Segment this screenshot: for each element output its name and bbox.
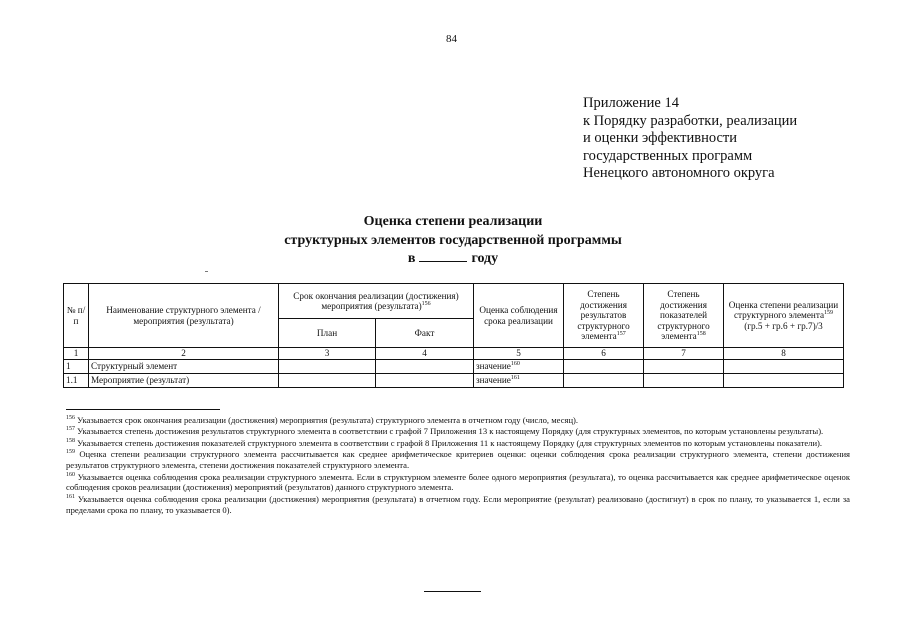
footnote-text: Указывается степень достижения показателей структурного элемента в соответствии с графой 8 Приложения 11 к настоящему Порядку (для структурных элементов по которым установлены показатели). (77, 437, 823, 448)
column-number: 5 (474, 348, 564, 360)
footnote-separator (66, 409, 220, 410)
footnote (66, 426, 850, 437)
footnote (66, 472, 850, 494)
row-fact-cell (376, 360, 474, 374)
year-blank-line (419, 250, 467, 262)
footnote (66, 415, 850, 426)
footnote-ref: 157 (616, 331, 626, 338)
footnote-marker: 161 (66, 493, 75, 500)
column-number: 3 (279, 348, 376, 360)
row-score-cell (724, 360, 844, 374)
header-deadline (279, 284, 474, 319)
row-plan-cell (279, 374, 376, 388)
footnote (66, 494, 850, 516)
column-number: 6 (564, 348, 644, 360)
header-element-name: Наименование структурного элемента / мероприятия (результата) (89, 284, 279, 348)
footnote-text: Указывается оценка соблюдения срока реализации структурного элемента. Если в структурном элементе более одного мероприятия (результата), то оценка рассчитывается как среднее арифметическое оценок соблюдения сроков реализации (достижения) мероприятий (результатов) данного структурного элемента. (66, 471, 850, 493)
row-results-cell (564, 374, 644, 388)
footnote-marker: 160 (66, 471, 75, 478)
column-number: 2 (89, 348, 279, 360)
header-score-text: Оценка степени реализации структурного элемента (728, 299, 839, 321)
header-deadline-text: Срок окончания реализации (достижения) мероприятия (результата) (293, 290, 459, 311)
row-compliance-value: значение (476, 361, 511, 372)
column-numbers-row (64, 348, 844, 360)
title-year-prefix: в (407, 251, 416, 266)
footnote-text: Указывается срок окончания реализации (достижения) мероприятия (результата) структурного элемента в отчетном году (число, месяц). (77, 415, 579, 425)
header-implementation-score (724, 284, 844, 348)
assessment-table (63, 283, 844, 388)
title-line-1: Оценка степени реализации (363, 214, 543, 229)
footnote-text: Оценка степени реализации структурного элемента рассчитывается как среднее арифметическое критериев оценки: оценки соблюдения срока реализации структурного элемента, степени достижения результатов структурного элемента, степени достижения показателей структурного элемента. (66, 449, 850, 471)
table-row (64, 374, 844, 388)
footnote-ref: 156 (421, 301, 431, 307)
row-number: 1.1 (64, 374, 89, 388)
appendix-line: государственных программ (583, 147, 753, 164)
header-results-achievement (564, 284, 644, 348)
row-indicators-cell (644, 360, 724, 374)
row-score-cell (724, 374, 844, 388)
document-title (0, 213, 906, 269)
footnote (66, 449, 850, 471)
bottom-separator (424, 591, 481, 592)
header-results-text: Степень достижения результатов структурного элемента (577, 289, 630, 342)
row-compliance-value: значение (476, 375, 511, 386)
row-element-name: Мероприятие (результат) (89, 374, 279, 388)
footnote-ref: 159 (824, 310, 834, 317)
footnote-text: Указывается степень достижения результатов структурного элемента в соответствии с графой 7 Приложения 13 к настоящему Порядку (для структурных элементов, по которым установлены результаты). (77, 426, 824, 437)
row-fact-cell (376, 374, 474, 388)
footnotes (66, 415, 850, 516)
title-line-3 (0, 250, 906, 269)
footnote-ref: 161 (510, 375, 520, 382)
column-number: 4 (376, 348, 474, 360)
header-fact: Факт (376, 319, 474, 348)
header-deadline-compliance: Оценка соблюдения срока реализации (474, 284, 564, 348)
appendix-line: Ненецкого автономного округа (583, 165, 775, 181)
footnote-marker: 159 (66, 449, 75, 456)
footnote-marker: 156 (66, 415, 75, 421)
footnote-text: Указывается оценка соблюдения срока реализации (достижения) мероприятия (результата) в отчетном году. Если мероприятие (результат) реализовано (достигнут) в срок по плану, то указывается 1, если за пределами срока по плану, то указывается 0). (66, 493, 850, 515)
header-indicators-achievement (644, 284, 724, 348)
column-number: 1 (64, 348, 89, 360)
title-year-suffix: году (471, 251, 499, 266)
appendix-reference (583, 95, 797, 183)
appendix-line: и оценки эффективности (583, 130, 737, 146)
footnote-marker: 158 (66, 437, 75, 444)
appendix-line: к Порядку разработки, реализации (583, 112, 798, 129)
footnote-marker: 157 (66, 426, 75, 433)
row-compliance-cell (474, 374, 564, 388)
footnote-ref: 160 (510, 361, 520, 368)
row-number: 1 (64, 360, 89, 374)
column-number: 7 (644, 348, 724, 360)
row-element-name: Структурный элемент (89, 360, 279, 374)
row-results-cell (564, 360, 644, 374)
header-plan: План (279, 319, 376, 348)
footnote-ref: 158 (696, 331, 706, 338)
header-indicators-text: Степень достижения показателей структурного элемента (657, 289, 710, 342)
header-number: № п/п (64, 284, 89, 348)
scan-speck (205, 271, 208, 272)
header-score-formula: (гр.5 + гр.6 + гр.7)/3 (744, 320, 823, 331)
row-plan-cell (279, 360, 376, 374)
column-number: 8 (724, 348, 844, 360)
page-number: 84 (446, 33, 457, 45)
row-compliance-cell (474, 360, 564, 374)
appendix-line: Приложение 14 (583, 95, 679, 111)
table-row (64, 360, 844, 374)
title-line-2: структурных элементов государственной программы (284, 232, 622, 248)
footnote (66, 438, 850, 449)
row-indicators-cell (644, 374, 724, 388)
